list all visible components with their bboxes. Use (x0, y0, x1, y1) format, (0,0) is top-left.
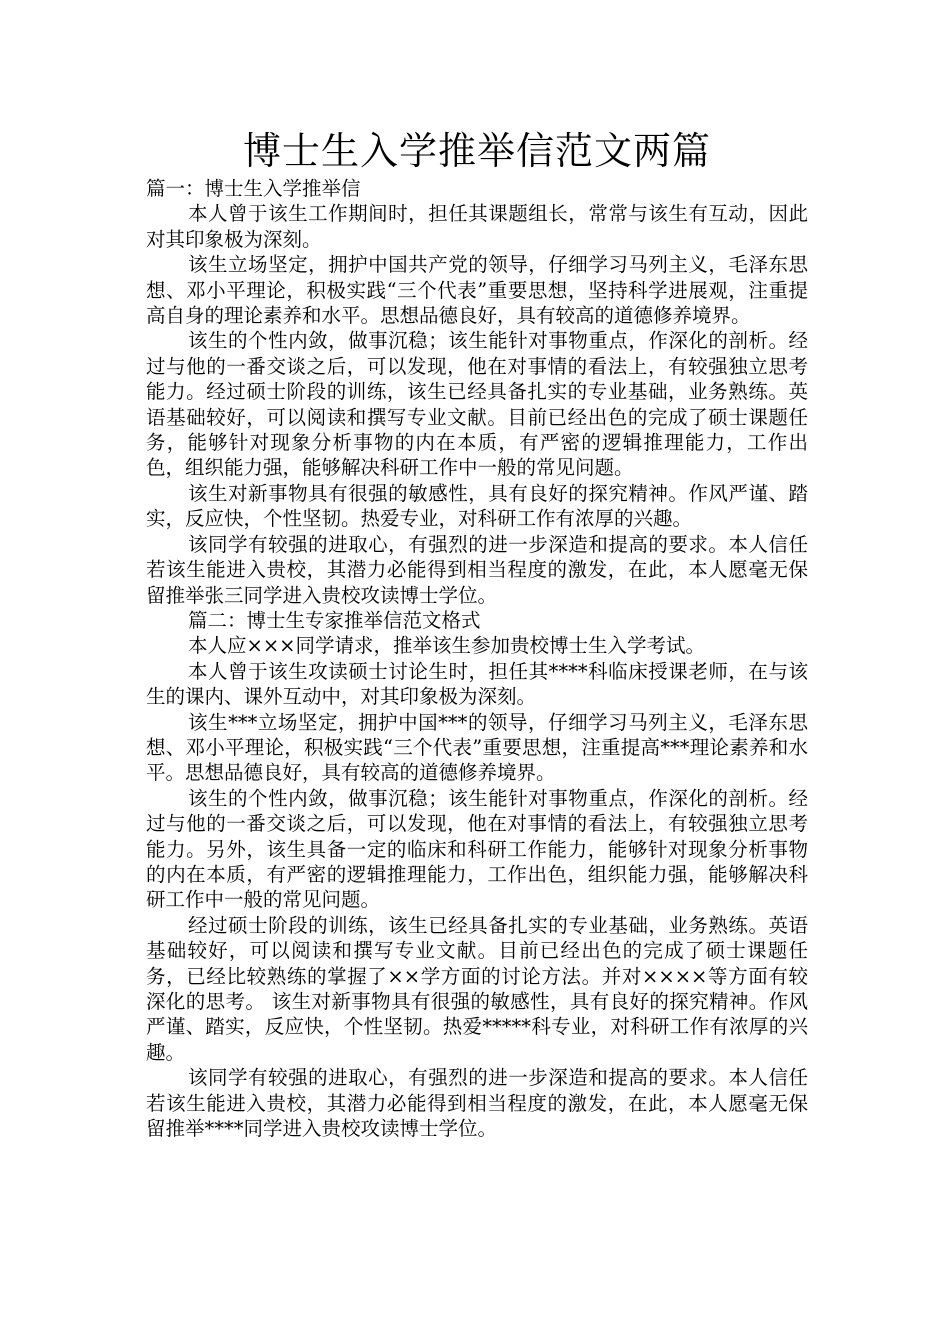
section2-paragraph: 该同学有较强的进取心，有强烈的进一步深造和提高的要求。本人信任若该生能进入贵校，其潜力必能得到相当程度的激发，在此，本人愿毫无保留推举****同学进入贵校攻读博士学位。 (146, 1066, 808, 1141)
section2-paragraph: 经过硕士阶段的训练，该生已经具备扎实的专业基础，业务熟练。英语基础较好，可以阅读和撰写专业文献。目前已经出色的完成了硕士课题任务，已经比较熟练的掌握了××学方面的讨论方法。并对××××等方面有较深化的思考。 该生对新事物具有很强的敏感性，具有良好的探究精神。作风严谨、踏实，反应快，个性坚韧。热爱*****科专业，对科研工作有浓厚的兴趣。 (146, 913, 808, 1064)
document-title: 博士生入学推举信范文两篇 (242, 129, 711, 173)
section1-paragraph: 该同学有较强的进取心，有强烈的进一步深造和提高的要求。本人信任若该生能进入贵校，其潜力必能得到相当程度的激发，在此，本人愿毫无保留推举张三同学进入贵校攻读博士学位。 (146, 532, 808, 607)
section2-heading: 篇二：博士生专家推举信范文格式 (188, 608, 481, 632)
section2-paragraph: 本人应×××同学请求，推举该生参加贵校博士生入学考试。 (188, 634, 706, 658)
section1-paragraph: 本人曾于该生工作期间时，担任其课题组长，常常与该生有互动，因此对其印象极为深刻。 (146, 202, 808, 251)
section1-paragraph: 该生的个性内敛，做事沉稳；该生能针对事物重点，作深化的剖析。经过与他的一番交谈之后，可以发现，他在对事情的看法上，有较强独立思考能力。经过硕士阶段的训练，该生已经具备扎实的专业基础，业务熟练。英语基础较好，可以阅读和撰写专业文献。目前已经出色的完成了硕士课题任务，能够针对现象分析事物的内在本质，有严密的逻辑推理能力，工作出色，组织能力强，能够解决科研工作中一般的常见问题。 (146, 329, 808, 480)
document-page (146, 126, 808, 1141)
section2-paragraph: 该生***立场坚定，拥护中国***的领导，仔细学习马列主义，毛泽东思想、邓小平理论，积极实践“三个代表”重要思想，注重提高***理论素养和水平。思想品德良好，具有较高的道德修养境界。 (146, 710, 808, 785)
section1-heading: 篇一：博士生入学推举信 (146, 177, 361, 200)
section2-paragraph: 本人曾于该生攻读硕士讨论生时，担任其****科临床授课老师，在与该生的课内、课外互动中，对其印象极为深刻。 (146, 659, 808, 709)
section1-paragraph: 该生对新事物具有很强的敏感性，具有良好的探究精神。作风严谨、踏实，反应快，个性坚韧。热爱专业，对科研工作有浓厚的兴趣。 (146, 481, 808, 531)
section1-paragraph: 该生立场坚定，拥护中国共产党的领导，仔细学习马列主义，毛泽东思想、邓小平理论，积极实践“三个代表”重要思想，坚持科学进展观，注重提高自身的理论素养和水平。思想品德良好，具有较高的道德修养境界。 (146, 253, 808, 328)
section2-paragraph: 该生的个性内敛，做事沉稳；该生能针对事物重点，作深化的剖析。经过与他的一番交谈之后，可以发现，他在对事情的看法上，有较强独立思考能力。另外，该生具备一定的临床和科研工作能力，能够针对现象分析事物的内在本质，有严密的逻辑推理能力，工作出色，组织能力强，能够解决科研工作中一般的常见问题。 (146, 786, 808, 912)
